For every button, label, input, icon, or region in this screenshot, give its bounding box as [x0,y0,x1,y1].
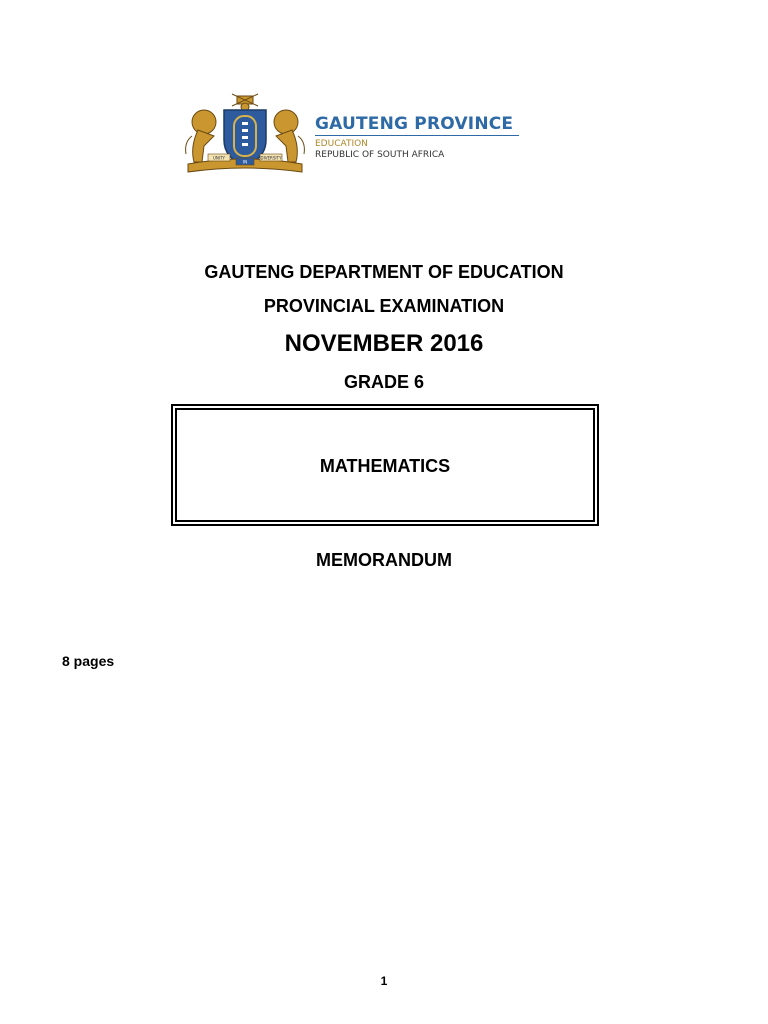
department-title: GAUTENG DEPARTMENT OF EDUCATION [204,262,564,282]
page-number: 1 [380,974,388,988]
exam-session: NOVEMBER 2016 [284,330,484,357]
grade-label: GRADE 6 [343,372,424,392]
subject-box-inner [175,408,595,522]
gauteng-logo [176,92,548,178]
crest-motto-right: DIVERSITY [260,155,282,161]
exam-type: PROVINCIAL EXAMINATION [263,296,505,316]
subject-box [171,404,599,526]
logo-brand-name: GAUTENG PROVINCE [315,114,514,134]
logo-rule [315,135,519,136]
logo-country: REPUBLIC OF SOUTH AFRICA [315,150,445,160]
crest-motto-left: UNITY [213,155,225,161]
subject-title: MATHEMATICS [319,456,451,476]
crest-motto-mid: IN [242,159,248,165]
coat-of-arms-icon [180,92,310,178]
document-type: MEMORANDUM [316,550,452,570]
logo-sub-label: EDUCATION [315,139,368,149]
logo-wordmark [315,116,519,160]
page-count: 8 pages [62,653,115,669]
